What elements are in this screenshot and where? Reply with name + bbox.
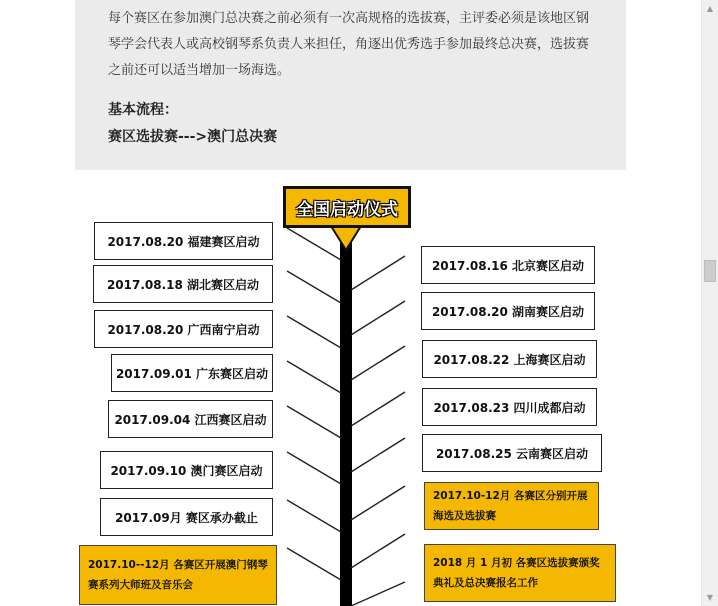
intro-paragraph: 每个赛区在参加澳门总决赛之前必须有一次高规格的选拔赛，主评委必须是该地区钢琴学会代表人或高校钢琴系负责人来担任，角逐出优秀选手参加最终总决赛，选拔赛之前还可以适当增加一场海选。: [108, 11, 590, 78]
timeline-event-left-8: 2017.10--12月 各赛区开展澳门钢琴赛系列大师班及音乐会: [79, 545, 277, 605]
start-ceremony-label: 全国启动仪式: [283, 186, 411, 228]
timeline-event-left-2: 2017.08.18 湖北赛区启动: [93, 265, 273, 303]
timeline-event-right-4: 2017.08.23 四川成都启动: [422, 388, 597, 426]
vertical-scrollbar[interactable]: [701, 0, 718, 606]
scroll-thumb[interactable]: [704, 260, 716, 282]
timeline-event-right-3: 2017.08.22 上海赛区启动: [422, 340, 597, 378]
timeline-event-left-6: 2017.09.10 澳门赛区启动: [100, 451, 273, 489]
timeline-event-right-6: 2017.10-12月 各赛区分别开展海选及选拔赛: [424, 482, 599, 530]
timeline-event-right-7: 2018 月 1 月初 各赛区选拔赛颁奖典礼及总决赛报名工作: [424, 544, 616, 602]
timeline-event-left-5: 2017.09.04 江西赛区启动: [108, 400, 273, 438]
timeline-event-left-1: 2017.08.20 福建赛区启动: [94, 222, 273, 260]
start-arrow: [331, 226, 361, 250]
timeline-spine: [340, 228, 352, 606]
process-flow: 赛区选拔赛--->澳门总决赛: [108, 129, 278, 145]
timeline-event-right-1: 2017.08.16 北京赛区启动: [421, 246, 595, 284]
intro-section: [75, 0, 626, 170]
timeline-event-left-4: 2017.09.01 广东赛区启动: [111, 354, 273, 392]
timeline-event-left-7: 2017.09月 赛区承办截止: [100, 498, 273, 536]
timeline-event-left-3: 2017.08.20 广西南宁启动: [94, 310, 273, 348]
scroll-up-arrow-icon[interactable]: ▲: [706, 4, 714, 13]
timeline-event-right-2: 2017.08.20 湖南赛区启动: [421, 292, 595, 330]
scroll-down-arrow-icon[interactable]: ▼: [706, 593, 714, 602]
timeline-event-right-5: 2017.08.25 云南赛区启动: [422, 434, 602, 472]
process-heading: 基本流程：: [108, 102, 178, 118]
timeline-image: [75, 170, 626, 606]
